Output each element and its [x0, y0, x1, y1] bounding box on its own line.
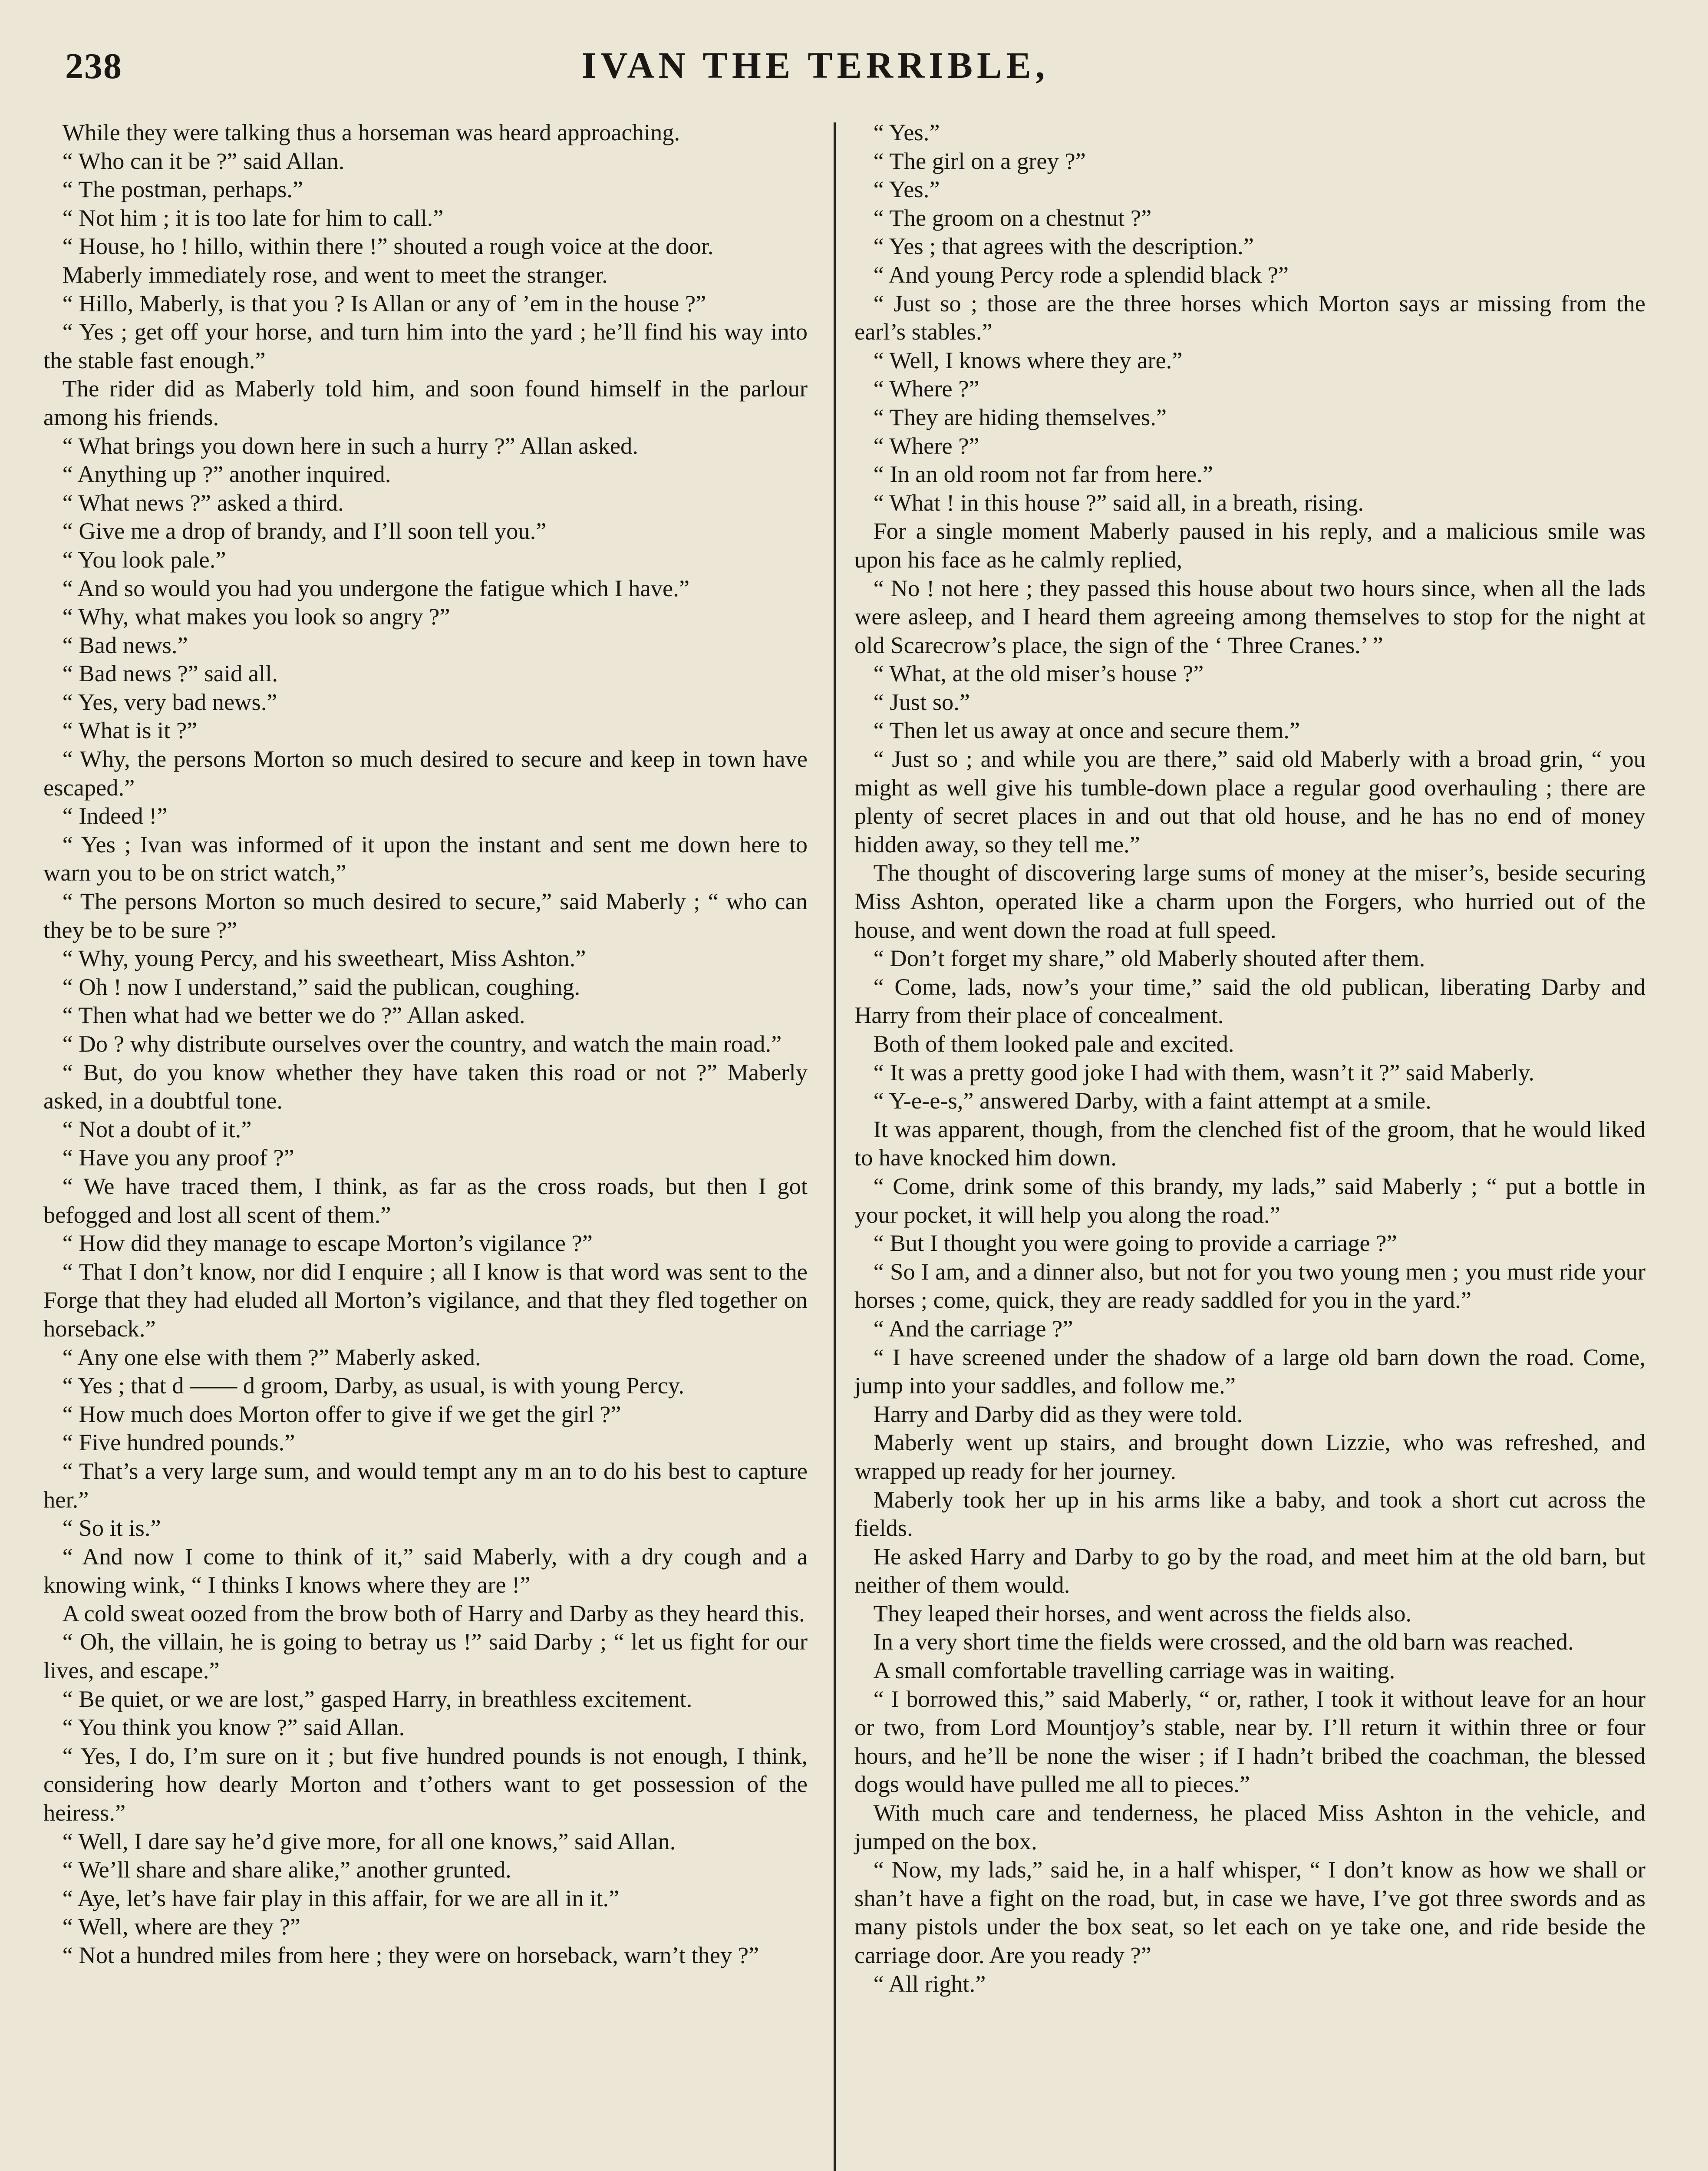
- paragraph: “ Just so ; those are the three horses which Morton says ar missing from the earl’s stables.”: [854, 290, 1645, 345]
- paragraph: It was apparent, though, from the clenched fist of the groom, that he would liked to have knocked him down.: [854, 1115, 1645, 1171]
- paragraph: “ Well, where are they ?”: [62, 1913, 300, 1940]
- paragraph: With much care and tenderness, he placed Miss Ashton in the vehicle, and jumped on the box.: [854, 1799, 1645, 1854]
- paragraph: “ The groom on a chestnut ?”: [873, 204, 1152, 231]
- paragraph: “ Y-e-e-s,” answered Darby, with a faint attempt at a smile.: [873, 1087, 1431, 1114]
- paragraph: “ What ! in this house ?” said all, in a breath, rising.: [873, 489, 1364, 516]
- paragraph: “ In an old room not far from here.”: [873, 461, 1213, 488]
- paragraph: “ That I don’t know, nor did I enquire ; all I know is that word was sent to the Forge that they had eluded all Morton’s vigilance, and that they fled together on horseback.”: [43, 1258, 808, 1342]
- paragraph: “ We’ll share and share alike,” another grunted.: [62, 1856, 511, 1883]
- paragraph: “ How much does Morton offer to give if we get the girl ?”: [62, 1400, 621, 1427]
- paragraph: “ Where ?”: [873, 432, 979, 459]
- paragraph: “ Give me a drop of brandy, and I’ll soon tell you.”: [62, 518, 547, 544]
- paragraph: The rider did as Maberly told him, and soon found himself in the parlour among his friends.: [43, 375, 808, 430]
- paragraph: The thought of discovering large sums of money at the miser’s, beside securing Miss Ashton, operated like a charm upon the Forgers, who hurried out of the house, and went down the road at full speed.: [854, 859, 1645, 943]
- paragraph: “ And so would you had you undergone the fatigue which I have.”: [62, 574, 690, 601]
- paragraph: Both of them looked pale and excited.: [873, 1030, 1234, 1057]
- running-title: IVAN THE TERRIBLE,: [582, 44, 1049, 86]
- paragraph: In a very short time the fields were crossed, and the old barn was reached.: [873, 1628, 1574, 1655]
- paragraph: “ House, ho ! hillo, within there !” shouted a rough voice at the door.: [62, 233, 714, 260]
- paragraph: “ Not him ; it is too late for him to call.”: [62, 204, 444, 231]
- paragraph: “ Have you any proof ?”: [62, 1144, 294, 1171]
- paragraph: “ I borrowed this,” said Maberly, “ or, rather, I took it without leave for an hour or two, from Lord Mountjoy’s stable, near by. I’ll return it within three or four hours, and he’ll be none the wiser ; if I hadn’t bribed the coachman, the blessed dogs would have pulled me all to pieces.”: [854, 1685, 1645, 1798]
- paragraph: “ Yes ; that agrees with the description.”: [873, 233, 1254, 260]
- paragraph: “ Bad news.”: [62, 631, 188, 658]
- paragraph: “ Any one else with them ?” Maberly asked.: [62, 1343, 481, 1370]
- paragraph: “ Yes ; Ivan was informed of it upon the instant and sent me down here to warn you to be on strict watch,”: [43, 831, 808, 886]
- paragraph: Maberly went up stairs, and brought down Lizzie, who was refreshed, and wrapped up ready for her journey.: [854, 1429, 1645, 1484]
- paragraph: “ Be quiet, or we are lost,” gasped Harry, in breathless excitement.: [62, 1685, 692, 1712]
- paragraph: “ What news ?” asked a third.: [62, 489, 344, 516]
- paragraph: “ Indeed !”: [62, 802, 168, 829]
- paragraph: “ The girl on a grey ?”: [873, 147, 1086, 174]
- paragraph: While they were talking thus a horseman was heard approaching.: [62, 119, 680, 145]
- paragraph: “ But, do you know whether they have taken this road or not ?” Maberly asked, in a doubtful tone.: [43, 1059, 808, 1114]
- paragraph: “ The postman, perhaps.”: [62, 176, 303, 203]
- paragraph: “ Well, I knows where they are.”: [873, 346, 1183, 373]
- paragraph: “ Aye, let’s have fair play in this affair, for we are all in it.”: [62, 1884, 620, 1911]
- paragraph: “ Just so ; and while you are there,” said old Maberly with a broad grin, “ you might as well give his tumble-down place a regular good overhauling ; there are plenty of secret places in and out that old house, and he has no end of money hidden away, so they tell me.”: [854, 746, 1645, 858]
- paragraph: Maberly immediately rose, and went to meet the stranger.: [62, 261, 608, 288]
- paragraph: “ The persons Morton so much desired to secure,” said Maberly ; “ who can they be to be sure ?”: [43, 888, 808, 943]
- paragraph: “ How did they manage to escape Morton’s vigilance ?”: [62, 1230, 593, 1257]
- paragraph: “ It was a pretty good joke I had with them, wasn’t it ?” said Maberly.: [873, 1059, 1535, 1086]
- paragraph: “ And the carriage ?”: [873, 1315, 1073, 1342]
- paragraph: They leaped their horses, and went across the fields also.: [873, 1600, 1412, 1627]
- paragraph: “ Yes ; that d —— d groom, Darby, as usual, is with young Percy.: [62, 1372, 685, 1399]
- paragraph: “ All right.”: [873, 1970, 986, 1997]
- paragraph: “ And now I come to think of it,” said Maberly, with a dry cough and a knowing wink, “ I thinks I knows where they are !”: [43, 1543, 808, 1598]
- paragraph: “ Anything up ?” another inquired.: [62, 461, 391, 488]
- paragraph: For a single moment Maberly paused in his reply, and a malicious smile was upon his face as he calmly replied,: [854, 518, 1645, 573]
- paragraph: “ Oh, the villain, he is going to betray us !” said Darby ; “ let us fight for our lives, and escape.”: [43, 1628, 808, 1684]
- paragraph: “ Yes, very bad news.”: [62, 688, 277, 715]
- paragraph: “ No ! not here ; they passed this house about two hours since, when all the lads were asleep, and I heard them agreeing among themselves to stop for the night at old Scarecrow’s place, the sign of the ‘ Three Cranes.’ ”: [854, 574, 1645, 658]
- paragraph: “ Not a hundred miles from here ; they were on horseback, warn’t they ?”: [62, 1942, 759, 1968]
- paragraph: “ I have screened under the shadow of a large old barn down the road. Come, jump into your saddles, and follow me.”: [854, 1343, 1645, 1399]
- paragraph: “ Where ?”: [873, 375, 979, 402]
- paragraph: “ Why, the persons Morton so much desired to secure and keep in town have escaped.”: [43, 746, 808, 801]
- paragraph: “ Why, what makes you look so angry ?”: [62, 603, 450, 630]
- paragraph: “ What, at the old miser’s house ?”: [873, 660, 1204, 687]
- paragraph: “ You think you know ?” said Allan.: [62, 1714, 405, 1741]
- paragraph: “ Yes.”: [873, 176, 940, 203]
- paragraph: “ What brings you down here in such a hurry ?” Allan asked.: [62, 432, 638, 459]
- paragraph: “ Come, drink some of this brandy, my lads,” said Maberly ; “ put a bottle in your pocket, it will help you along the road.”: [854, 1172, 1645, 1228]
- paragraph: “ We have traced them, I think, as far as the cross roads, but then I got befogged and lost all scent of them.”: [43, 1172, 808, 1228]
- paragraph: “ Then let us away at once and secure them.”: [873, 717, 1300, 744]
- paragraph: “ Five hundred pounds.”: [62, 1429, 295, 1456]
- paragraph: “ So it is.”: [62, 1514, 161, 1541]
- paragraph: Maberly took her up in his arms like a baby, and took a short cut across the fields.: [854, 1486, 1645, 1541]
- paragraph: “ Come, lads, now’s your time,” said the old publican, liberating Darby and Harry from their place of concealment.: [854, 973, 1645, 1029]
- paragraph: A cold sweat oozed from the brow both of Harry and Darby as they heard this.: [62, 1600, 805, 1627]
- paragraph: “ But I thought you were going to provide a carriage ?”: [873, 1230, 1397, 1257]
- right-column: [854, 118, 1645, 1998]
- paragraph: “ Don’t forget my share,” old Maberly shouted after them.: [873, 945, 1425, 972]
- paragraph: “ Oh ! now I understand,” said the publican, coughing.: [62, 973, 580, 1000]
- paragraph: “ Hillo, Maberly, is that you ? Is Allan or any of ’em in the house ?”: [62, 290, 706, 317]
- paragraph: “ Yes.”: [873, 119, 940, 145]
- paragraph: “ Why, young Percy, and his sweetheart, Miss Ashton.”: [62, 945, 586, 972]
- paragraph: “ So I am, and a dinner also, but not for you two young men ; you must ride your horses ; come, quick, they are ready saddled for you in the yard.”: [854, 1258, 1645, 1313]
- paragraph: “ That’s a very large sum, and would tempt any m an to do his best to capture her.”: [43, 1457, 808, 1513]
- paragraph: “ Yes ; get off your horse, and turn him into the yard ; he’ll find his way into the stable fast enough.”: [43, 318, 808, 373]
- paragraph: “ Well, I dare say he’d give more, for all one knows,” said Allan.: [62, 1828, 676, 1854]
- page-number: 238: [65, 46, 122, 86]
- paragraph: “ Who can it be ?” said Allan.: [62, 147, 345, 174]
- paragraph: Harry and Darby did as they were told.: [873, 1400, 1243, 1427]
- paragraph: “ They are hiding themselves.”: [873, 403, 1167, 430]
- paragraph: He asked Harry and Darby to go by the road, and meet him at the old barn, but neither of them would.: [854, 1543, 1645, 1598]
- paragraph: “ Not a doubt of it.”: [62, 1115, 252, 1142]
- paragraph: “ Yes, I do, I’m sure on it ; but five hundred pounds is not enough, I think, considering how dearly Morton and t’others want to get possession of the heiress.”: [43, 1742, 808, 1826]
- paragraph: “ Then what had we better we do ?” Allan asked.: [62, 1002, 525, 1029]
- paragraph: “ What is it ?”: [62, 717, 198, 744]
- paragraph: “ You look pale.”: [62, 546, 226, 573]
- paragraph: “ Now, my lads,” said he, in a half whisper, “ I don’t know as how we shall or shan’t have a fight on the road, but, in case we have, I’ve got three swords and as many pistols under the box seat, so let each on ye take one, and ride beside the carriage door. Are you ready ?”: [854, 1856, 1645, 1968]
- paragraph: “ Bad news ?” said all.: [62, 660, 278, 687]
- left-column: [43, 118, 808, 1970]
- paragraph: “ Do ? why distribute ourselves over the country, and watch the main road.”: [62, 1030, 782, 1057]
- paragraph: “ And young Percy rode a splendid black ?”: [873, 261, 1289, 288]
- paragraph: A small comfortable travelling carriage was in waiting.: [873, 1657, 1395, 1684]
- column-divider: [834, 122, 836, 2171]
- paragraph: “ Just so.”: [873, 688, 970, 715]
